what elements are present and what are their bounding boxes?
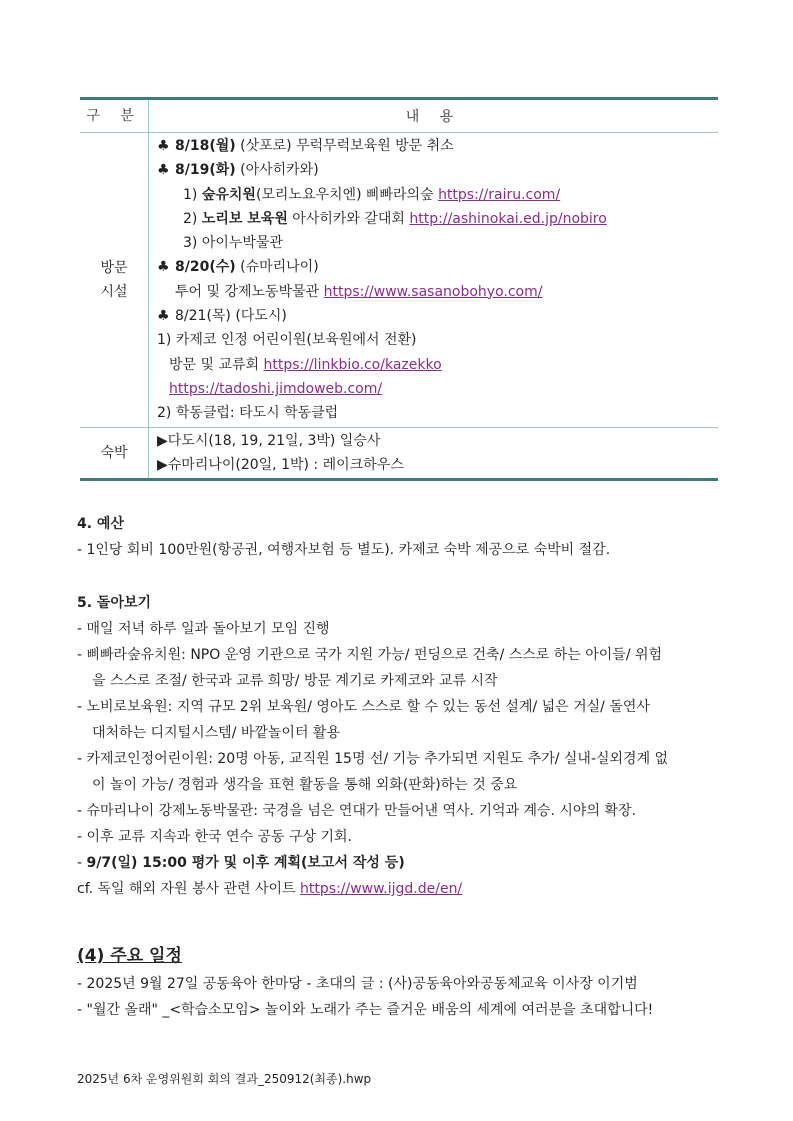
- stay-line-shumarinai: ▶슈마리나이(20일, 1박) : 레이크하우스: [157, 456, 404, 473]
- table-row-stay: [80, 427, 718, 480]
- review-bullet-3-cont: 대처하는 디지털시스템/ 바깥놀이터 활용: [92, 725, 340, 741]
- nobiro-name: 노리보 보육원: [201, 210, 288, 227]
- club-suit-icon: ♣: [157, 162, 170, 179]
- review-bullet-4-cont: 이 놀이 가능/ 경험과 생각을 표현 활동을 통해 외화(판화)하는 것 중요: [92, 777, 518, 793]
- budget-title: 4. 예산: [77, 516, 124, 532]
- club-suit-icon: ♣: [157, 259, 170, 276]
- sasanobohyo-link[interactable]: https://www.sasanobohyo.com/: [323, 283, 543, 300]
- line-tadoshi-link: [157, 377, 717, 401]
- review-cf-text: cf. 독일 해외 자원 봉사 관련 사이트: [77, 881, 301, 897]
- nobiro-desc: 아사히카와 갈대회: [287, 210, 410, 227]
- schedule-title: (4) 주요 일정: [77, 946, 182, 966]
- schedule-item-1: - 2025년 9월 27일 공동육아 한마당 - 초대의 글 : (사)공동육아와공동체교육 이사장 이기범: [77, 976, 638, 992]
- desc-0818: (삿포로) 무럭무럭보육원 방문 취소: [235, 138, 454, 154]
- line-kazekko: 1) 카제코 인정 어린이원(보육원에서 전환): [157, 332, 417, 349]
- line-0819: [157, 158, 717, 182]
- budget-section: [77, 511, 610, 563]
- schedule-item-2: - "월간 올래" _<학습소모임> 놀이와 노래가 주는 즐거운 배움의 세계에 여러분을 초대합니다!: [77, 1002, 654, 1018]
- item-number: 1): [183, 186, 202, 203]
- header-content: 내 용: [149, 99, 719, 133]
- rairu-link[interactable]: https://rairu.com/: [438, 186, 561, 203]
- line-ainu-museum: 3) 아이누박물관: [183, 235, 283, 252]
- kazekko-link[interactable]: https://linkbio.co/kazekko: [263, 356, 442, 373]
- forest-kindergarten-name: 숲유치원: [201, 186, 256, 203]
- category-visit-line1: 방문: [100, 259, 128, 276]
- line-nobiro: [157, 207, 717, 231]
- desc-0820: (슈마리나이): [235, 259, 319, 276]
- review-bullet-4: - 카제코인정어린이원: 20명 아동, 교직원 15명 선/ 기능 추가되면 지원도 추가/ 실내-실외경계 없: [77, 751, 669, 767]
- date-0821: 8/21(목) (다도시): [175, 308, 287, 325]
- tour-desc: 투어 및 강제노동박물관: [175, 283, 324, 300]
- table-header-row: [80, 99, 718, 133]
- schedule-section: [77, 941, 653, 1023]
- stay-line-tadoshi: ▶다도시(18, 19, 21일, 3박) 일승사: [157, 432, 381, 449]
- review-bullet-2-cont: 을 스스로 조절/ 한국과 교류 희망/ 방문 계기로 카제코와 교류 시작: [92, 673, 498, 689]
- line-tour: [157, 280, 717, 304]
- visit-schedule-table: [80, 97, 718, 481]
- kazekko-visit-desc: 방문 및 교류회: [169, 356, 264, 373]
- review-bullet-7: [77, 850, 668, 876]
- line-0818: [157, 134, 717, 158]
- line-kazekko-visit: [157, 353, 717, 377]
- forest-kindergarten-desc: (모리노요우치엔) 삐빠라의숲: [255, 186, 439, 203]
- review-cf: [77, 876, 668, 902]
- line-0821: [157, 304, 717, 328]
- item-number: 2): [183, 210, 202, 227]
- review-bullet-2: - 삐빠라숲유치원: NPO 운영 기관으로 국가 지원 가능/ 펀딩으로 건축/ 스스로 하는 아이들/ 위험: [77, 647, 663, 663]
- review-title: 5. 돌아보기: [77, 595, 152, 611]
- tadoshi-link[interactable]: https://tadoshi.jimdoweb.com/: [169, 380, 383, 397]
- review-bullet-7-text: 9/7(일) 15:00 평가 및 이후 계획(보고서 작성 등): [86, 855, 405, 871]
- category-stay: 숙박: [80, 427, 149, 480]
- category-visit-line2: 시설: [100, 283, 128, 300]
- category-visit: [80, 133, 149, 428]
- review-bullet-5: - 슈마리나이 강제노동박물관: 국경을 넘은 연대가 만들어낸 역사. 기억과 계승. 시야의 확장.: [77, 803, 636, 819]
- nobiro-link[interactable]: http://ashinokai.ed.jp/nobiro: [409, 210, 607, 227]
- date-0819: 8/19(화): [175, 162, 236, 179]
- review-section: [77, 590, 668, 902]
- desc-0819: (아사히카와): [235, 162, 319, 179]
- ijgd-link[interactable]: https://www.ijgd.de/en/: [300, 881, 463, 897]
- club-suit-icon: ♣: [157, 138, 170, 154]
- line-school-club: 2) 학동클럽: 타도시 학동클럽: [157, 405, 339, 422]
- table-row-visit: [80, 133, 718, 428]
- budget-text: - 1인당 회비 100만원(항공권, 여행자보험 등 별도). 카제코 숙박 제공으로 숙박비 절감.: [77, 542, 611, 558]
- review-bullet-1: - 매일 저녁 하루 일과 돌아보기 모임 진행: [77, 621, 330, 637]
- club-suit-icon: ♣: [157, 308, 170, 325]
- date-0820: 8/20(수): [175, 259, 236, 276]
- visit-content: [149, 133, 719, 428]
- line-0820: [157, 255, 717, 279]
- line-forest-kindergarten: [157, 183, 717, 207]
- review-bullet-7-dash: -: [77, 855, 87, 871]
- stay-content: [149, 427, 719, 480]
- review-bullet-6: - 이후 교류 지속과 한국 연수 공동 구상 기회.: [77, 829, 353, 845]
- header-category: 구 분: [80, 99, 149, 133]
- review-bullet-3: - 노비로보육원: 지역 규모 2위 보육원/ 영아도 스스로 할 수 있는 동선 설계/ 넓은 거실/ 돌연사: [77, 699, 650, 715]
- footer-filename: 2025년 6차 운영위원회 회의 결과_250912(최종).hwp: [77, 1072, 372, 1086]
- date-0818: 8/18(월): [175, 138, 236, 154]
